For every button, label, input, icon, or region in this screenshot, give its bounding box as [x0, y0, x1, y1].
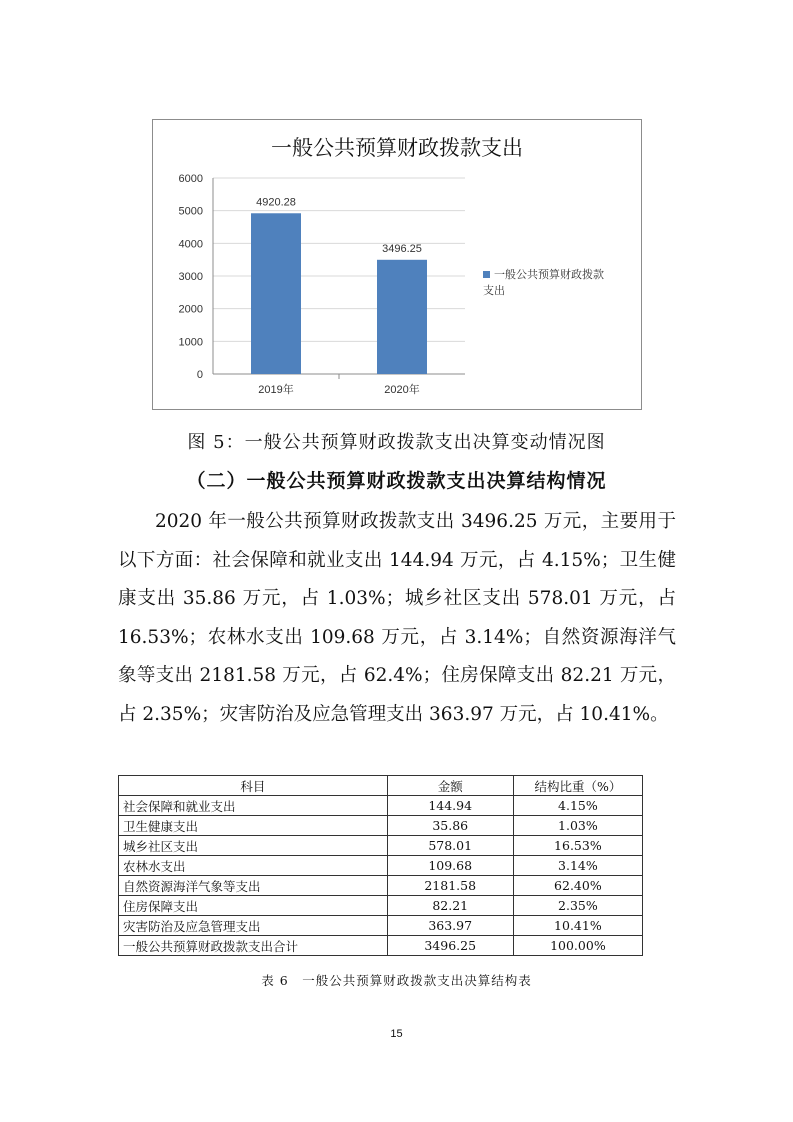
chart-title: 一般公共预算财政拨款支出 — [271, 136, 523, 160]
cell-amount: 82.21 — [387, 896, 513, 916]
data-label: 4920.28 — [256, 196, 296, 209]
cell-share: 100.00% — [513, 936, 642, 956]
cell-amount: 578.01 — [387, 836, 513, 856]
header-subject: 科目 — [119, 776, 388, 796]
cell-subject: 城乡社区支出 — [119, 836, 388, 856]
table-row — [119, 836, 643, 856]
legend-label: 一般公共预算财政拨款 — [494, 268, 604, 281]
body-paragraph: 2020 年一般公共预算财政拨款支出 3496.25 万元，主要用于以下方面：社会保障和就业支出 144.94 万元，占 4.15%；卫生健康支出 35.86 万元，占 1.03%；城乡社区支出 578.01 万元，占 16.53%；农林水支出 109.68 万元，占 3.14%；自然资源海洋气象等支出 2181.58 万元，占 62.4%；住房保障支出 82.21 万元，占 2.35%；灾害防治及应急管理支出 363.97 万元，占 10.41%。 — [118, 511, 676, 725]
table-caption: 表 6 一般公共预算财政拨款支出决算结构表 — [261, 973, 532, 988]
y-tick-label: 1000 — [178, 336, 203, 349]
cell-amount: 3496.25 — [387, 936, 513, 956]
cell-share: 10.41% — [513, 916, 642, 936]
cell-subject: 一般公共预算财政拨款支出合计 — [119, 936, 388, 956]
legend-label: 支出 — [483, 284, 505, 297]
bar — [377, 260, 427, 374]
table-row — [119, 896, 643, 916]
cell-share: 2.35% — [513, 896, 642, 916]
table-row — [119, 796, 643, 816]
cell-subject: 卫生健康支出 — [119, 816, 388, 836]
cell-amount: 35.86 — [387, 816, 513, 836]
figure-caption: 图 5：一般公共预算财政拨款支出决算变动情况图 — [187, 432, 606, 453]
y-tick-label: 4000 — [178, 238, 203, 251]
y-tick-label: 0 — [196, 369, 203, 381]
page-number: 15 — [390, 1028, 403, 1040]
cell-share: 4.15% — [513, 796, 642, 816]
table-row — [119, 876, 643, 896]
table-row — [119, 856, 643, 876]
cell-share: 3.14% — [513, 856, 642, 876]
cell-subject: 自然资源海洋气象等支出 — [119, 876, 388, 896]
cell-amount: 109.68 — [387, 856, 513, 876]
cell-subject: 社会保障和就业支出 — [119, 796, 388, 816]
cell-subject: 住房保障支出 — [119, 896, 388, 916]
cell-subject: 灾害防治及应急管理支出 — [119, 916, 388, 936]
chart-canvas — [153, 120, 641, 409]
cell-amount: 2181.58 — [387, 876, 513, 896]
y-tick-label: 3000 — [178, 271, 203, 283]
y-tick-label: 5000 — [178, 205, 203, 218]
y-tick-label: 2000 — [178, 303, 203, 316]
cell-amount: 363.97 — [387, 916, 513, 936]
bar — [251, 213, 301, 374]
cell-share: 1.03% — [513, 816, 642, 836]
bar-chart — [152, 119, 642, 410]
header-amount: 金额 — [387, 776, 513, 796]
section-title: （二）一般公共预算财政拨款支出决算结构情况 — [186, 470, 607, 492]
cell-amount: 144.94 — [387, 796, 513, 816]
y-tick-label: 6000 — [178, 173, 203, 185]
header-share: 结构比重（%） — [513, 776, 642, 796]
cell-share: 62.40% — [513, 876, 642, 896]
data-label: 3496.25 — [382, 242, 422, 255]
legend-swatch — [483, 271, 490, 278]
table-row — [119, 916, 643, 936]
table-total-row — [119, 936, 643, 956]
x-tick-label: 2019年 — [258, 384, 294, 396]
budget-structure-table — [118, 775, 643, 956]
table-row — [119, 816, 643, 836]
cell-share: 16.53% — [513, 836, 642, 856]
table-header-row — [119, 776, 643, 796]
x-tick-label: 2020年 — [384, 384, 420, 396]
cell-subject: 农林水支出 — [119, 856, 388, 876]
